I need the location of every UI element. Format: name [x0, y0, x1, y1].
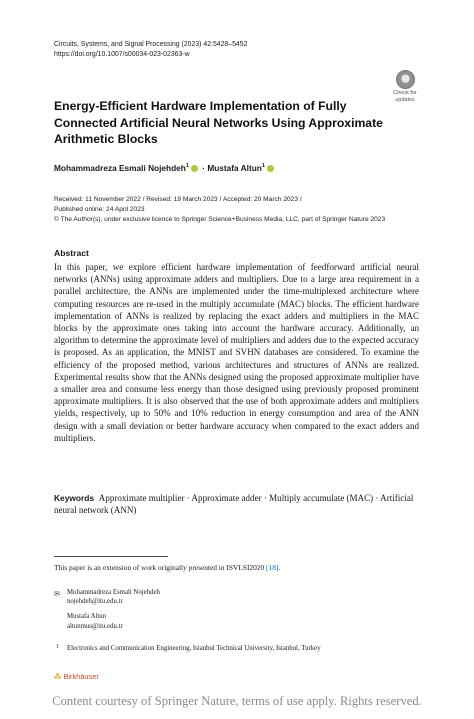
keywords-text: Approximate multiplier · Approximate adder · Multiply accumulate (MAC) · Artificial neural network (ANN) [54, 493, 414, 516]
reference-link[interactable]: [18] [266, 563, 279, 572]
journal-header [54, 40, 247, 59]
check-updates-icon [396, 70, 415, 89]
badge-label-1: Check for [393, 90, 417, 96]
affiliation-number: 1 [56, 644, 59, 650]
affiliation-marker: 1 [185, 163, 189, 170]
publisher-name: Birkhäuser [63, 672, 99, 681]
author-name[interactable]: Mustafa Altun [207, 163, 262, 173]
paper-title: Energy-Efficient Hardware Implementation of Fully Connected Artificial Neural Networks Using Approximate Arithmetic Blocks [54, 99, 383, 146]
publisher-logo [54, 672, 99, 681]
contact-email[interactable]: altunmus@itu.edu.tr [67, 622, 123, 630]
check-for-updates-badge[interactable] [388, 70, 422, 103]
keywords [54, 492, 419, 516]
doi-link[interactable]: https://doi.org/10.1007/s00034-023-02363-w [54, 50, 190, 58]
footnote-text: This paper is an extension of work originally presented in ISVLSI2020 [54, 563, 267, 572]
publisher-mark-icon: ⁂ [54, 672, 62, 681]
author-separator: · [202, 163, 206, 173]
abstract-text: In this paper, we explore efficient hardware implementation of feedforward artificial neural networks (ANNs) using approximate adders and multipliers. Due to a large area requirement in a parallel architecture, the ANNs are implemented under the time-multiplexed architecture where computing resources are re-used in the multiply accumulate (MAC) blocks. The efficient hardware implementation of ANNs is realized by replacing the exact adders and multipliers in the MAC blocks by the approximate ones taking into account the hardware accuracy. Additionally, an algorithm to determine the approximate level of multipliers and adders due to the expected accuracy is proposed. As an application, the MNIST and SVHN databases are considered. To examine the efficiency of the proposed method, various architectures and structures of ANNs are realized. Experimental results show that the ANNs designed using the proposed approximate multiplier have a smaller area and consume less energy than those designed using previously proposed prominent approximate multipliers. It is also observed that the use of both approximate adders and multipliers yields, respectively, up to 50% and 10% reduction in energy consumption and area of the ANN design with a small deviation or better hardware accuracy when compared to the exact adders and multipliers. [54, 262, 419, 443]
envelope-icon: ✉ [54, 591, 60, 598]
corresponding-contacts [67, 588, 160, 631]
dates-line: Received: 11 November 2022 / Revised: 19 March 2023 / Accepted: 20 March 2023 / [54, 196, 302, 203]
author-name[interactable]: Mohammadreza Esmali Nojehdeh [54, 163, 186, 173]
footnote-end: . [278, 563, 281, 572]
orcid-icon[interactable] [191, 165, 198, 172]
orcid-icon[interactable] [267, 165, 274, 172]
copyright-line: © The Author(s), under exclusive licence to Springer Science+Business Media, LLC, part of Springer Nature 2023 [54, 216, 386, 223]
affiliation-marker: 1 [261, 163, 265, 170]
publication-dates [54, 195, 385, 225]
dates-line: Published online: 24 April 2023 [54, 206, 145, 213]
contact-name: Mohammadreza Esmali Nojehdeh [67, 589, 160, 596]
contact-name: Mustafa Altun [67, 613, 107, 621]
keywords-heading: Keywords [54, 493, 95, 503]
author-list [54, 163, 276, 173]
contact-email[interactable]: nojehdeh@itu.edu.tr [67, 598, 123, 606]
footnote [54, 563, 280, 572]
badge-label-2: updates [395, 97, 415, 103]
footnote-divider [54, 556, 168, 557]
abstract-heading: Abstract [54, 248, 89, 258]
affiliation-text: Electronics and Communication Engineering, Istanbul Technical University, Istanbul, Turkey [67, 645, 321, 652]
courtesy-watermark: Content courtesy of Springer Nature, terms of use apply. Rights reserved. [52, 694, 422, 708]
journal-citation: Circuits, Systems, and Signal Processing (2023) 42:5428–5452 [54, 41, 248, 48]
